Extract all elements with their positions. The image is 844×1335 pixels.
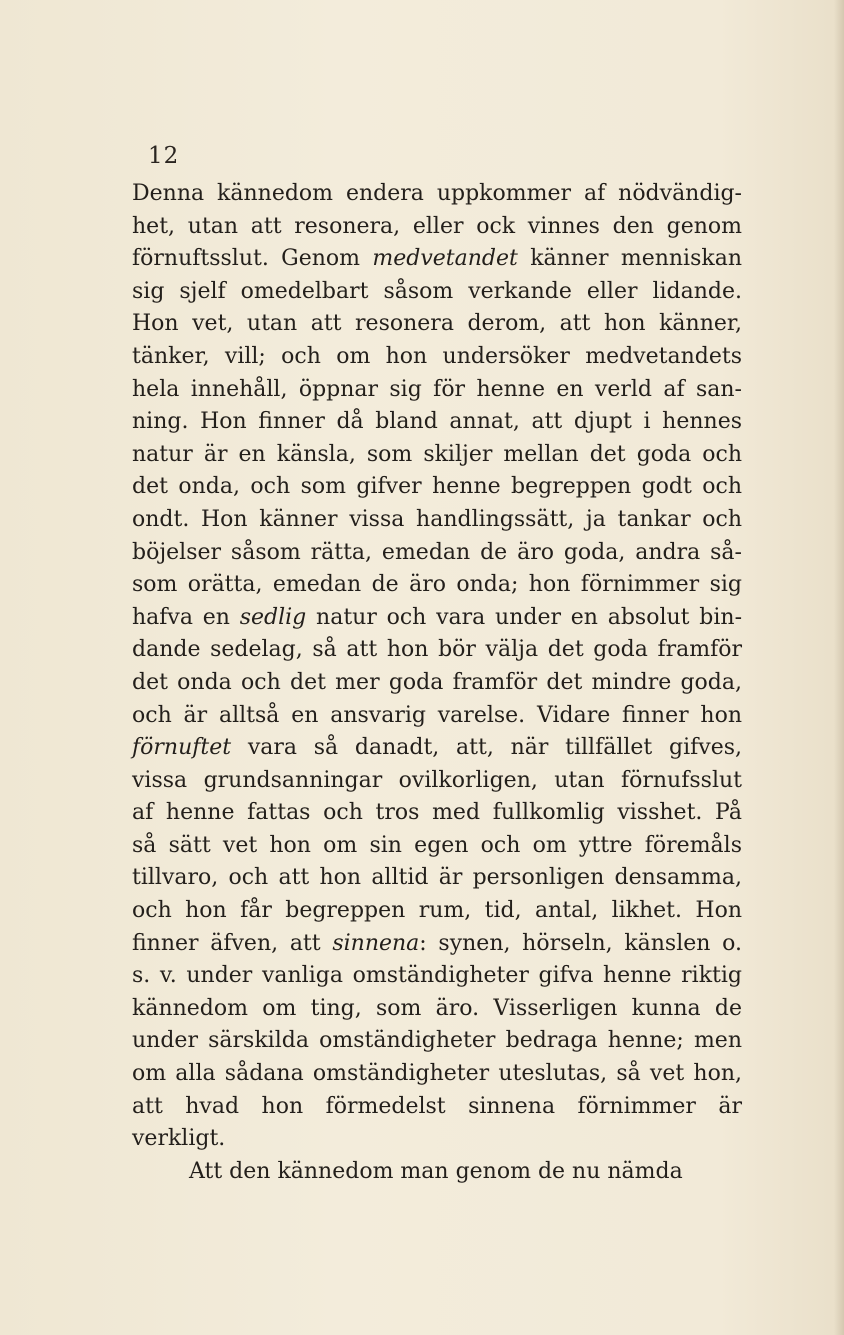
text-segment: vissa grundsanningar ovilkorligen, utan förnufsslut bbox=[132, 767, 742, 793]
page-edge-shadow bbox=[834, 0, 844, 1335]
text-segment: natur och vara under en absolut bin- bbox=[306, 604, 742, 630]
text-segment: att hvad hon förmedelst sinnena förnimmer är bbox=[132, 1093, 742, 1119]
text-segment: Denna kännedom endera uppkommer af nödvändig- bbox=[132, 181, 742, 206]
text-segment: tänker, vill; och om hon undersöker medvetandets bbox=[132, 343, 742, 369]
text-line bbox=[132, 732, 742, 765]
text-segment: ondt. Hon känner vissa handlingssätt, ja tankar och bbox=[132, 506, 742, 532]
text-line bbox=[132, 928, 742, 961]
text-segment: : synen, hörseln, känslen o. bbox=[419, 930, 743, 956]
text-segment: hela innehåll, öppnar sig för henne en verld af san- bbox=[132, 376, 742, 402]
text-line bbox=[132, 276, 742, 309]
italic-term: förnuftet bbox=[132, 735, 232, 761]
text-segment: Att den kännedom man genom de nu nämda bbox=[189, 1158, 683, 1184]
text-line bbox=[132, 602, 742, 635]
text-segment: dande sedelag, så att hon bör välja det goda framför bbox=[132, 637, 742, 663]
text-line bbox=[132, 765, 742, 798]
text-segment: det onda, och som gifver henne begreppen godt och bbox=[132, 474, 742, 500]
text-segment: det onda och det mer goda framför det mindre goda, bbox=[132, 669, 742, 695]
text-line bbox=[132, 862, 742, 895]
text-line bbox=[132, 1058, 742, 1091]
text-segment: tillvaro, och att hon alltid är personligen densamma, bbox=[132, 865, 742, 891]
text-line bbox=[132, 569, 742, 602]
text-segment: om alla sådana omständigheter uteslutas, så vet hon, bbox=[132, 1061, 742, 1087]
text-segment: och hon får begreppen rum, tid, antal, likhet. Hon bbox=[132, 898, 742, 924]
text-segment: sig sjelf omedelbart såsom verkande eller lidande. bbox=[132, 278, 742, 304]
text-line bbox=[132, 243, 742, 276]
text-line bbox=[132, 537, 742, 570]
text-segment: af henne fattas och tros med fullkomlig visshet. På bbox=[132, 800, 742, 826]
text-line bbox=[132, 700, 742, 733]
text-segment: Hon vet, utan att resonera derom, att hon känner, bbox=[132, 311, 742, 337]
page-number: 12 bbox=[148, 143, 180, 169]
text-line bbox=[132, 308, 742, 341]
text-segment: och är alltså en ansvarig varelse. Vidare finner hon bbox=[132, 702, 742, 728]
text-segment: ning. Hon finner då bland annat, att djupt i hennes bbox=[132, 409, 742, 435]
text-line bbox=[132, 634, 742, 667]
text-segment: under särskilda omständigheter bedraga henne; men bbox=[132, 1028, 742, 1054]
text-line bbox=[132, 1123, 742, 1156]
text-segment: finner äfven, att bbox=[132, 930, 333, 956]
text-line bbox=[132, 993, 742, 1026]
text-line bbox=[132, 960, 742, 993]
text-segment: känner menniskan bbox=[517, 246, 742, 272]
text-line bbox=[132, 178, 742, 211]
text-line bbox=[132, 504, 742, 537]
text-segment: hafva en bbox=[132, 604, 240, 630]
text-segment: natur är en känsla, som skiljer mellan det goda och bbox=[132, 441, 742, 467]
text-line bbox=[132, 406, 742, 439]
text-line bbox=[132, 374, 742, 407]
text-line bbox=[132, 439, 742, 472]
text-line bbox=[132, 211, 742, 244]
text-segment: förnuftsslut. Genom bbox=[132, 246, 373, 272]
text-line bbox=[132, 1156, 742, 1189]
text-segment: verkligt. bbox=[132, 1126, 226, 1152]
text-segment: böjelser såsom rätta, emedan de äro goda, andra så- bbox=[132, 539, 742, 565]
text-segment: het, utan att resonera, eller ock vinnes den genom bbox=[132, 213, 742, 239]
text-line bbox=[132, 667, 742, 700]
italic-term: sedlig bbox=[239, 604, 307, 630]
text-segment: som orätta, emedan de äro onda; hon förnimmer sig bbox=[132, 572, 742, 598]
italic-term: medvetandet bbox=[372, 246, 518, 272]
text-line bbox=[132, 1025, 742, 1058]
text-segment: så sätt vet hon om sin egen och om yttre föremåls bbox=[132, 832, 742, 858]
text-line bbox=[132, 341, 742, 374]
text-segment: vara så danadt, att, när tillfället gifves, bbox=[231, 735, 742, 761]
text-segment: s. v. under vanliga omständigheter gifva henne riktig bbox=[132, 963, 742, 989]
text-line bbox=[132, 471, 742, 504]
text-line bbox=[132, 830, 742, 863]
text-line bbox=[132, 797, 742, 830]
body-text bbox=[132, 178, 742, 1188]
text-segment: kännedom om ting, som äro. Visserligen kunna de bbox=[132, 995, 742, 1021]
italic-term: sinnena bbox=[332, 930, 420, 956]
text-line bbox=[132, 1091, 742, 1124]
text-line bbox=[132, 895, 742, 928]
